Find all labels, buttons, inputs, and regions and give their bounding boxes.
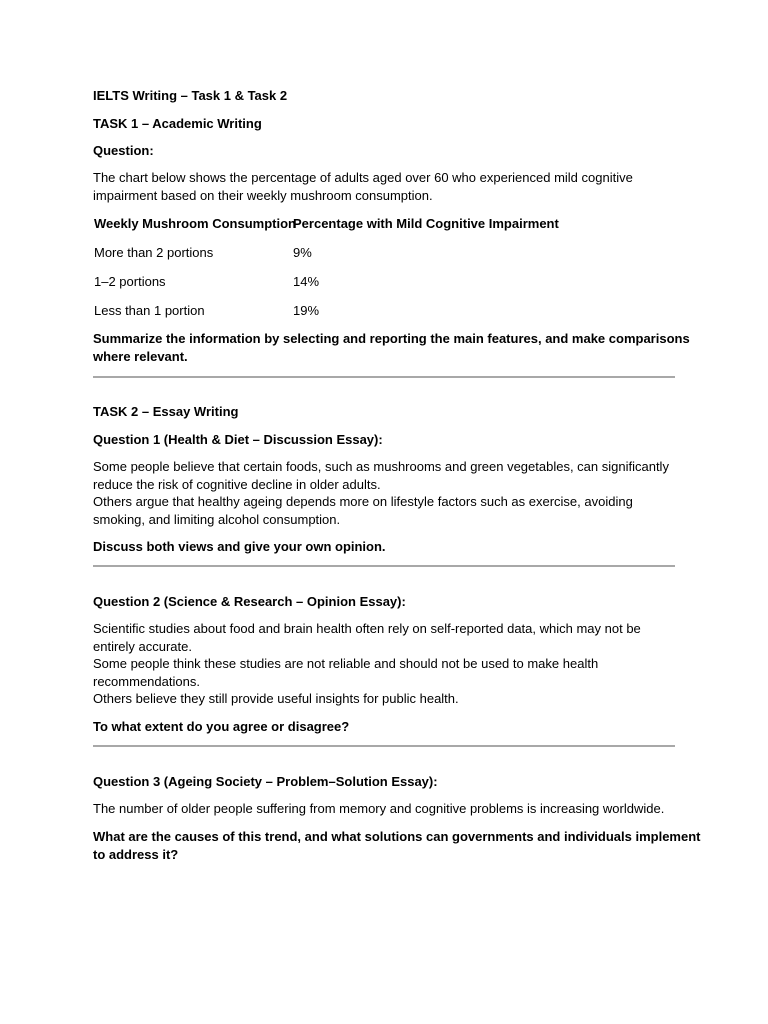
table-cell-percentage: 14% [293, 274, 320, 289]
table-row [94, 244, 654, 262]
table-cell-percentage: 19% [293, 303, 320, 318]
question-1-line: smoking, and limiting alcohol consumption. [93, 512, 341, 527]
task1-question-label: Question: [93, 143, 154, 158]
table-cell-percentage: 9% [293, 245, 312, 260]
question-3-line: The number of older people suffering from memory and cognitive problems is increasing worldwide. [93, 801, 665, 816]
table-cell-consumption: More than 2 portions [94, 245, 214, 260]
table-header-row [94, 215, 654, 233]
question-1-prompt: Discuss both views and give your own opinion. [93, 539, 386, 554]
task1-intro-line-2: impairment based on their weekly mushroom consumption. [93, 188, 433, 203]
section-divider [93, 745, 675, 747]
task1-instruction-line-2: where relevant. [93, 349, 188, 364]
question-1-line: reduce the risk of cognitive decline in older adults. [93, 477, 381, 492]
question-2-prompt: To what extent do you agree or disagree? [93, 719, 350, 734]
question-1-title: Question 1 (Health & Diet – Discussion Essay): [93, 432, 383, 447]
section-divider [93, 376, 675, 378]
question-2-line: recommendations. [93, 674, 200, 689]
question-2-line: Some people think these studies are not reliable and should not be used to make health [93, 656, 599, 671]
table-cell-consumption: 1–2 portions [94, 274, 166, 289]
task1-heading: TASK 1 – Academic Writing [93, 116, 262, 131]
question-3-title: Question 3 (Ageing Society – Problem–Solution Essay): [93, 774, 438, 789]
question-2-line: Others believe they still provide useful insights for public health. [93, 691, 459, 706]
task1-intro-line-1: The chart below shows the percentage of adults aged over 60 who experienced mild cognitive [93, 170, 633, 185]
question-1-line: Some people believe that certain foods, such as mushrooms and green vegetables, can significantly [93, 459, 669, 474]
question-2-line: entirely accurate. [93, 639, 192, 654]
task1-instruction-line-1: Summarize the information by selecting and reporting the main features, and make comparisons [93, 331, 690, 346]
document-title: IELTS Writing – Task 1 & Task 2 [93, 88, 288, 103]
question-3-prompt-line-2: to address it? [93, 847, 179, 862]
question-3-prompt-line-1: What are the causes of this trend, and what solutions can governments and individuals implement [93, 829, 701, 844]
section-divider [93, 565, 675, 567]
table-cell-consumption: Less than 1 portion [94, 303, 205, 318]
table-header-consumption: Weekly Mushroom Consumption [94, 216, 296, 231]
task2-heading: TASK 2 – Essay Writing [93, 404, 239, 419]
question-2-title: Question 2 (Science & Research – Opinion Essay): [93, 594, 406, 609]
table-row [94, 302, 654, 320]
table-row [94, 273, 654, 291]
question-2-line: Scientific studies about food and brain health often rely on self-reported data, which may not be [93, 621, 641, 636]
question-1-line: Others argue that healthy ageing depends more on lifestyle factors such as exercise, avoiding [93, 494, 633, 509]
table-header-percentage: Percentage with Mild Cognitive Impairment [293, 216, 559, 231]
